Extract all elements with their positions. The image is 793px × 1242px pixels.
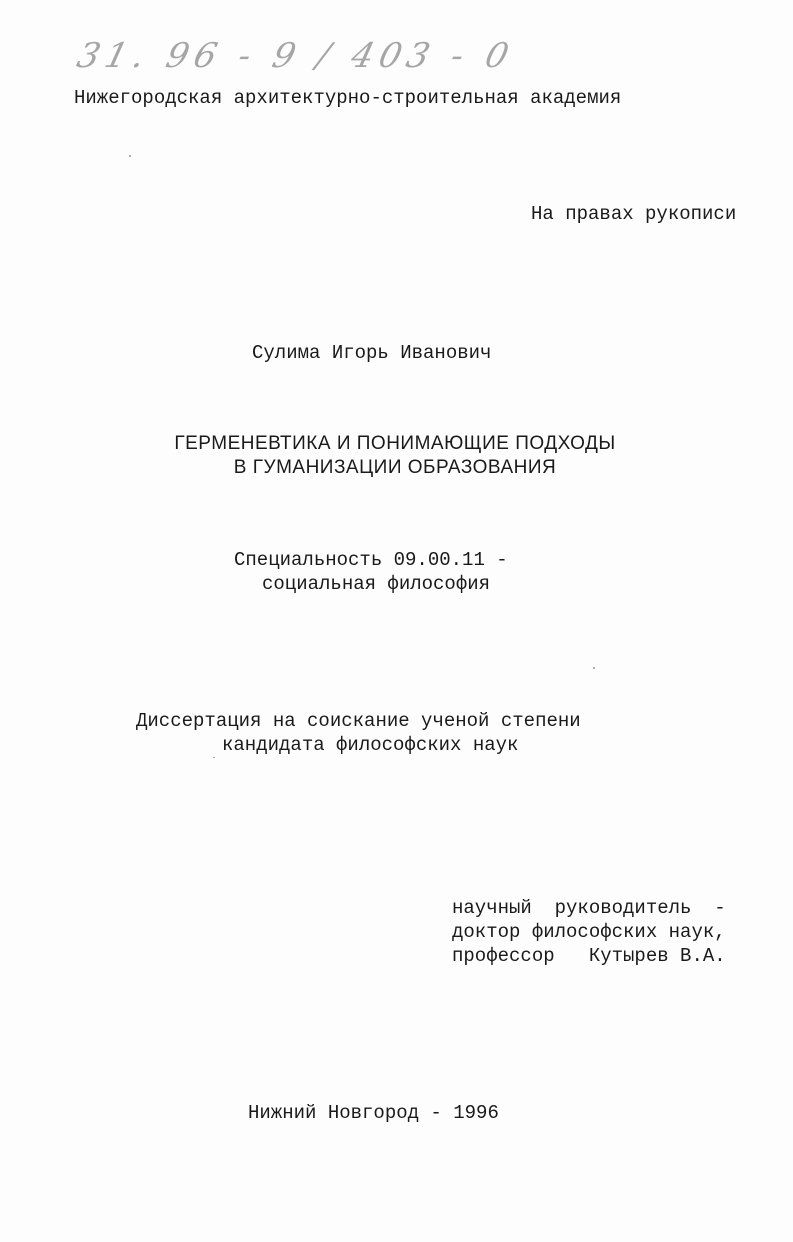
title-line-2: В ГУМАНИЗАЦИИ ОБРАЗОВАНИЯ (233, 457, 557, 478)
supervisor-line-2: доктор философских наук, (452, 921, 726, 943)
supervisor-line-1: научный руководитель - (452, 897, 726, 919)
scan-speck (593, 667, 595, 669)
scan-speck (129, 155, 131, 157)
specialty-line-1: Специальность 09.00.11 - (234, 549, 508, 571)
degree-line-2: кандидата философских наук (222, 734, 519, 756)
handwritten-archive-number (30, 10, 519, 80)
author-name: Сулима Игорь Иванович (252, 342, 492, 364)
place-and-year: Нижний Новгород - 1996 (248, 1102, 499, 1124)
degree-line-1: Диссертация на соискание ученой степени (136, 710, 581, 732)
specialty-line-2: социальная философия (262, 573, 491, 595)
institution-name: Нижегородская архитектурно-строительная академия (74, 87, 622, 109)
scan-speck (213, 757, 215, 758)
manuscript-rights-note: На правах рукописи (531, 203, 737, 225)
title-line-1: ГЕРМЕНЕВТИКА И ПОНИМАЮЩИЕ ПОДХОДЫ (174, 433, 616, 454)
supervisor-line-3: профессор Кутырев В.А. (452, 945, 726, 967)
handwritten-note-text: 31. 96 - 9 / 403 - 0 (73, 36, 519, 76)
